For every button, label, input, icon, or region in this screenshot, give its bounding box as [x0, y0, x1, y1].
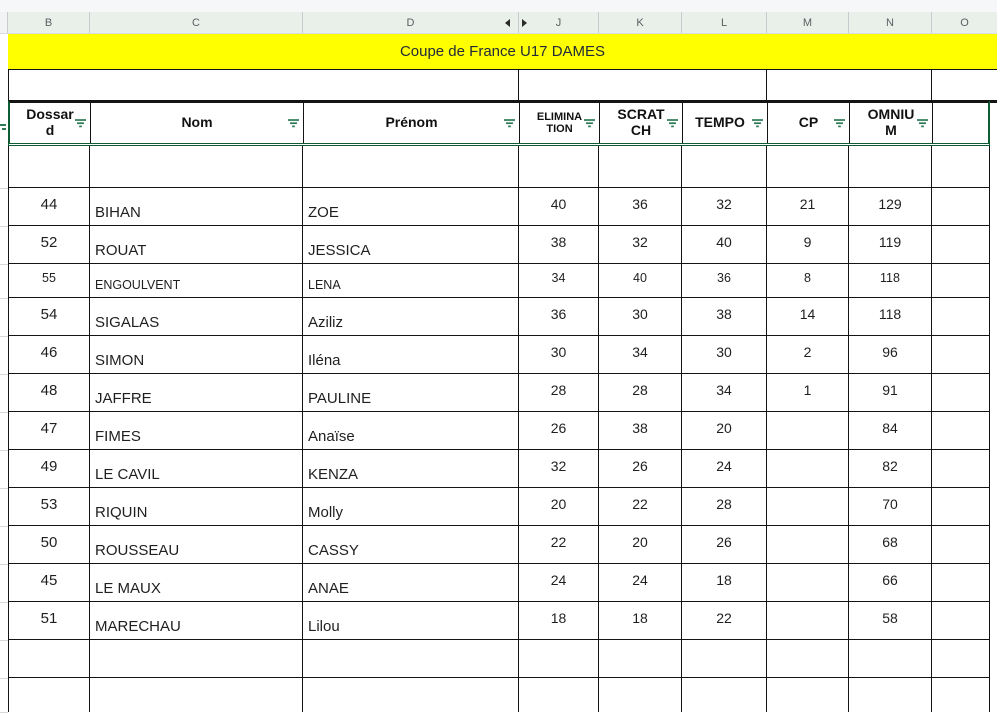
cell-scratch[interactable]: 34 [599, 336, 682, 374]
cell-elimination[interactable]: 22 [519, 526, 599, 564]
table-row [8, 188, 990, 226]
cell-nom[interactable]: LE CAVIL [90, 450, 303, 488]
cell-scratch[interactable]: 26 [599, 450, 682, 488]
sheet-top-strip [0, 0, 997, 12]
cell-extra[interactable] [932, 264, 990, 298]
filter-icon[interactable] [503, 116, 516, 134]
blank-cell[interactable] [932, 678, 990, 712]
cell-omnium[interactable]: 118 [849, 298, 932, 336]
cell-tempo[interactable]: 20 [682, 412, 767, 450]
filter-icon [0, 122, 6, 136]
blank-cell[interactable] [519, 146, 599, 188]
cell-cp[interactable] [767, 602, 849, 640]
cell-cp[interactable] [767, 412, 849, 450]
blank-cell[interactable] [8, 678, 90, 712]
chevron-right-icon[interactable] [522, 19, 527, 27]
cell-cp[interactable] [767, 526, 849, 564]
blank-cell[interactable] [303, 640, 519, 678]
cell-nom[interactable]: SIMON [90, 336, 303, 374]
empty-row [8, 146, 990, 188]
cell-tempo[interactable]: 28 [682, 488, 767, 526]
table-rows [8, 188, 990, 640]
filter-header-row [8, 100, 990, 146]
column-header-C[interactable]: C [90, 12, 303, 33]
cell-omnium[interactable]: 82 [849, 450, 932, 488]
cell-elimination[interactable]: 30 [519, 336, 599, 374]
blank-cell[interactable] [519, 70, 767, 100]
cell-elimination[interactable]: 32 [519, 450, 599, 488]
filter-icon[interactable] [833, 116, 846, 134]
chevron-left-icon[interactable] [505, 19, 510, 27]
header-label-elimination: ELIMINATION [536, 110, 583, 135]
cell-tempo[interactable]: 36 [682, 264, 767, 298]
blank-cell[interactable] [8, 146, 90, 188]
table-row [8, 412, 990, 450]
cell-dossard[interactable]: 50 [8, 526, 90, 564]
cell-elimination[interactable]: 36 [519, 298, 599, 336]
blank-cell[interactable] [303, 678, 519, 712]
cell-dossard[interactable]: 52 [8, 226, 90, 264]
cell-scratch[interactable]: 36 [599, 188, 682, 226]
cell-omnium[interactable]: 119 [849, 226, 932, 264]
table-row [8, 488, 990, 526]
header-cell-extra[interactable] [933, 103, 988, 143]
table-row [8, 226, 990, 264]
blank-cell[interactable] [849, 146, 932, 188]
cell-nom[interactable]: ROUSSEAU [90, 526, 303, 564]
filter-icon[interactable] [583, 116, 596, 134]
blank-cell[interactable] [932, 70, 990, 100]
blank-cell[interactable] [8, 640, 90, 678]
cell-omnium[interactable]: 70 [849, 488, 932, 526]
cell-nom[interactable]: FIMES [90, 412, 303, 450]
blank-cell[interactable] [767, 640, 849, 678]
cell-prenom[interactable]: Iléna [303, 336, 519, 374]
cell-scratch[interactable]: 20 [599, 526, 682, 564]
cell-nom[interactable]: RIQUIN [90, 488, 303, 526]
cell-cp[interactable] [767, 564, 849, 602]
cell-scratch[interactable]: 32 [599, 226, 682, 264]
results-table [8, 146, 990, 712]
cell-extra[interactable] [932, 450, 990, 488]
cell-dossard[interactable]: 48 [8, 374, 90, 412]
header-label-dossard: Dossard [26, 106, 74, 138]
cell-tempo[interactable]: 34 [682, 374, 767, 412]
blank-cell[interactable] [519, 678, 599, 712]
cell-extra[interactable] [932, 188, 990, 226]
cell-scratch[interactable]: 30 [599, 298, 682, 336]
column-header-L[interactable]: L [682, 12, 767, 33]
table-row [8, 374, 990, 412]
filter-icon[interactable] [74, 116, 87, 134]
header-label-nom: Nom [181, 114, 213, 131]
cell-nom[interactable]: BIHAN [90, 188, 303, 226]
cell-extra[interactable] [932, 526, 990, 564]
cell-dossard[interactable]: 47 [8, 412, 90, 450]
hidden-columns-indicator[interactable] [503, 12, 529, 34]
cell-cp[interactable]: 21 [767, 188, 849, 226]
blank-cell[interactable] [90, 678, 303, 712]
blank-cell[interactable] [90, 640, 303, 678]
blank-cell[interactable] [682, 146, 767, 188]
blank-cell[interactable] [682, 678, 767, 712]
cell-scratch[interactable]: 18 [599, 602, 682, 640]
header-label-scratch: SCRATCH [617, 106, 665, 138]
cell-tempo[interactable]: 38 [682, 298, 767, 336]
column-header-B[interactable]: B [8, 12, 90, 33]
cell-nom[interactable]: JAFFRE [90, 374, 303, 412]
cell-nom[interactable]: ENGOULVENT [90, 264, 303, 298]
cell-omnium[interactable]: 84 [849, 412, 932, 450]
blank-cell[interactable] [599, 640, 682, 678]
cell-cp[interactable]: 9 [767, 226, 849, 264]
filter-icon[interactable] [666, 116, 679, 134]
cell-dossard[interactable]: 45 [8, 564, 90, 602]
cell-elimination[interactable]: 20 [519, 488, 599, 526]
cell-omnium[interactable]: 91 [849, 374, 932, 412]
cell-omnium[interactable]: 68 [849, 526, 932, 564]
cell-nom[interactable]: LE MAUX [90, 564, 303, 602]
header-label-cp: CP [798, 114, 819, 131]
blank-cell[interactable] [599, 678, 682, 712]
filter-icon[interactable] [287, 116, 300, 134]
header-cell-tempo[interactable] [683, 103, 768, 143]
cell-prenom[interactable]: Aziliz [303, 298, 519, 336]
cell-nom[interactable]: ROUAT [90, 226, 303, 264]
cell-extra[interactable] [932, 602, 990, 640]
cell-scratch[interactable]: 40 [599, 264, 682, 298]
blank-cell[interactable] [932, 146, 990, 188]
cell-tempo[interactable]: 24 [682, 450, 767, 488]
header-cell-prenom[interactable] [304, 103, 520, 143]
cell-tempo[interactable]: 26 [682, 526, 767, 564]
cell-nom[interactable]: MARECHAU [90, 602, 303, 640]
cell-dossard[interactable]: 53 [8, 488, 90, 526]
sheet-title-cell[interactable] [8, 34, 997, 70]
table-row [8, 450, 990, 488]
blank-cell[interactable] [767, 146, 849, 188]
cell-elimination[interactable]: 28 [519, 374, 599, 412]
column-a-sliver [0, 12, 8, 33]
cell-scratch[interactable]: 38 [599, 412, 682, 450]
cell-elimination[interactable]: 18 [519, 602, 599, 640]
blank-cell[interactable] [932, 640, 990, 678]
cell-prenom[interactable]: ANAE [303, 564, 519, 602]
column-header-M[interactable]: M [767, 12, 849, 33]
blank-cell[interactable] [519, 640, 599, 678]
column-letter-bar [0, 12, 997, 34]
cell-extra[interactable] [932, 564, 990, 602]
cell-cp[interactable] [767, 450, 849, 488]
cell-tempo[interactable]: 30 [682, 336, 767, 374]
blank-cell[interactable] [682, 640, 767, 678]
header-cell-omnium[interactable] [850, 103, 933, 143]
table-row [8, 298, 990, 336]
cell-omnium[interactable]: 96 [849, 336, 932, 374]
blank-merged-row [8, 70, 990, 100]
cell-omnium[interactable]: 58 [849, 602, 932, 640]
cell-omnium[interactable]: 66 [849, 564, 932, 602]
table-row [8, 602, 990, 640]
cell-elimination[interactable]: 24 [519, 564, 599, 602]
cell-tempo[interactable]: 18 [682, 564, 767, 602]
cell-scratch[interactable]: 24 [599, 564, 682, 602]
filter-icon[interactable] [916, 116, 929, 134]
cell-prenom[interactable]: PAULINE [303, 374, 519, 412]
cell-elimination[interactable]: 34 [519, 264, 599, 298]
cell-prenom[interactable]: LENA [303, 264, 519, 298]
cell-omnium[interactable]: 118 [849, 264, 932, 298]
cell-cp[interactable]: 14 [767, 298, 849, 336]
empty-row [8, 640, 990, 678]
header-label-tempo: TEMPO [695, 114, 745, 131]
cell-dossard[interactable]: 44 [8, 188, 90, 226]
cell-nom[interactable]: SIGALAS [90, 298, 303, 336]
cell-extra[interactable] [932, 412, 990, 450]
cell-extra[interactable] [932, 298, 990, 336]
blank-cell[interactable] [767, 678, 849, 712]
column-header-K[interactable]: K [599, 12, 682, 33]
cell-tempo[interactable]: 40 [682, 226, 767, 264]
cell-dossard[interactable]: 51 [8, 602, 90, 640]
header-cell-elimination[interactable] [520, 103, 600, 143]
cell-extra[interactable] [932, 336, 990, 374]
blank-cell[interactable] [849, 678, 932, 712]
cell-dossard[interactable]: 46 [8, 336, 90, 374]
cell-tempo[interactable]: 32 [682, 188, 767, 226]
cell-prenom[interactable]: Anaïse [303, 412, 519, 450]
empty-row [8, 678, 990, 712]
header-cell-dossard[interactable] [10, 103, 91, 143]
column-header-J[interactable]: J [519, 12, 599, 33]
cell-prenom[interactable]: Molly [303, 488, 519, 526]
blank-cell[interactable] [90, 146, 303, 188]
header-cell-scratch[interactable] [600, 103, 683, 143]
column-header-D[interactable]: D [303, 12, 519, 33]
filter-icon[interactable] [751, 116, 764, 134]
blank-cell[interactable] [849, 640, 932, 678]
cell-scratch[interactable]: 28 [599, 374, 682, 412]
cell-omnium[interactable]: 129 [849, 188, 932, 226]
table-row [8, 264, 990, 298]
cell-extra[interactable] [932, 488, 990, 526]
column-header-N[interactable]: N [849, 12, 932, 33]
header-label-prenom: Prénom [385, 114, 438, 131]
table-row [8, 526, 990, 564]
cell-extra[interactable] [932, 226, 990, 264]
blank-cell[interactable] [599, 146, 682, 188]
sheet-title: Coupe de France U17 DAMES [399, 43, 606, 60]
header-cell-cp[interactable] [768, 103, 850, 143]
column-header-O[interactable]: O [960, 16, 969, 29]
table-row [8, 564, 990, 602]
cell-elimination[interactable]: 26 [519, 412, 599, 450]
header-label-omnium: OMNIUM [867, 106, 915, 138]
cell-elimination[interactable]: 40 [519, 188, 599, 226]
cell-prenom[interactable]: CASSY [303, 526, 519, 564]
cell-cp[interactable]: 8 [767, 264, 849, 298]
cell-scratch[interactable]: 22 [599, 488, 682, 526]
cell-cp[interactable]: 1 [767, 374, 849, 412]
cell-cp[interactable]: 2 [767, 336, 849, 374]
cell-prenom[interactable]: ZOE [303, 188, 519, 226]
cell-tempo[interactable]: 22 [682, 602, 767, 640]
blank-cell[interactable] [303, 146, 519, 188]
cell-dossard[interactable]: 54 [8, 298, 90, 336]
cell-prenom[interactable]: KENZA [303, 450, 519, 488]
cell-elimination[interactable]: 38 [519, 226, 599, 264]
cell-prenom[interactable]: Lilou [303, 602, 519, 640]
cell-dossard[interactable]: 49 [8, 450, 90, 488]
cell-cp[interactable] [767, 488, 849, 526]
header-cell-nom[interactable] [91, 103, 304, 143]
cell-dossard[interactable]: 55 [8, 264, 90, 298]
cell-extra[interactable] [932, 374, 990, 412]
table-row [8, 336, 990, 374]
blank-cell[interactable] [8, 70, 519, 100]
blank-cell[interactable] [767, 70, 932, 100]
cell-prenom[interactable]: JESSICA [303, 226, 519, 264]
border-extension [990, 100, 997, 103]
